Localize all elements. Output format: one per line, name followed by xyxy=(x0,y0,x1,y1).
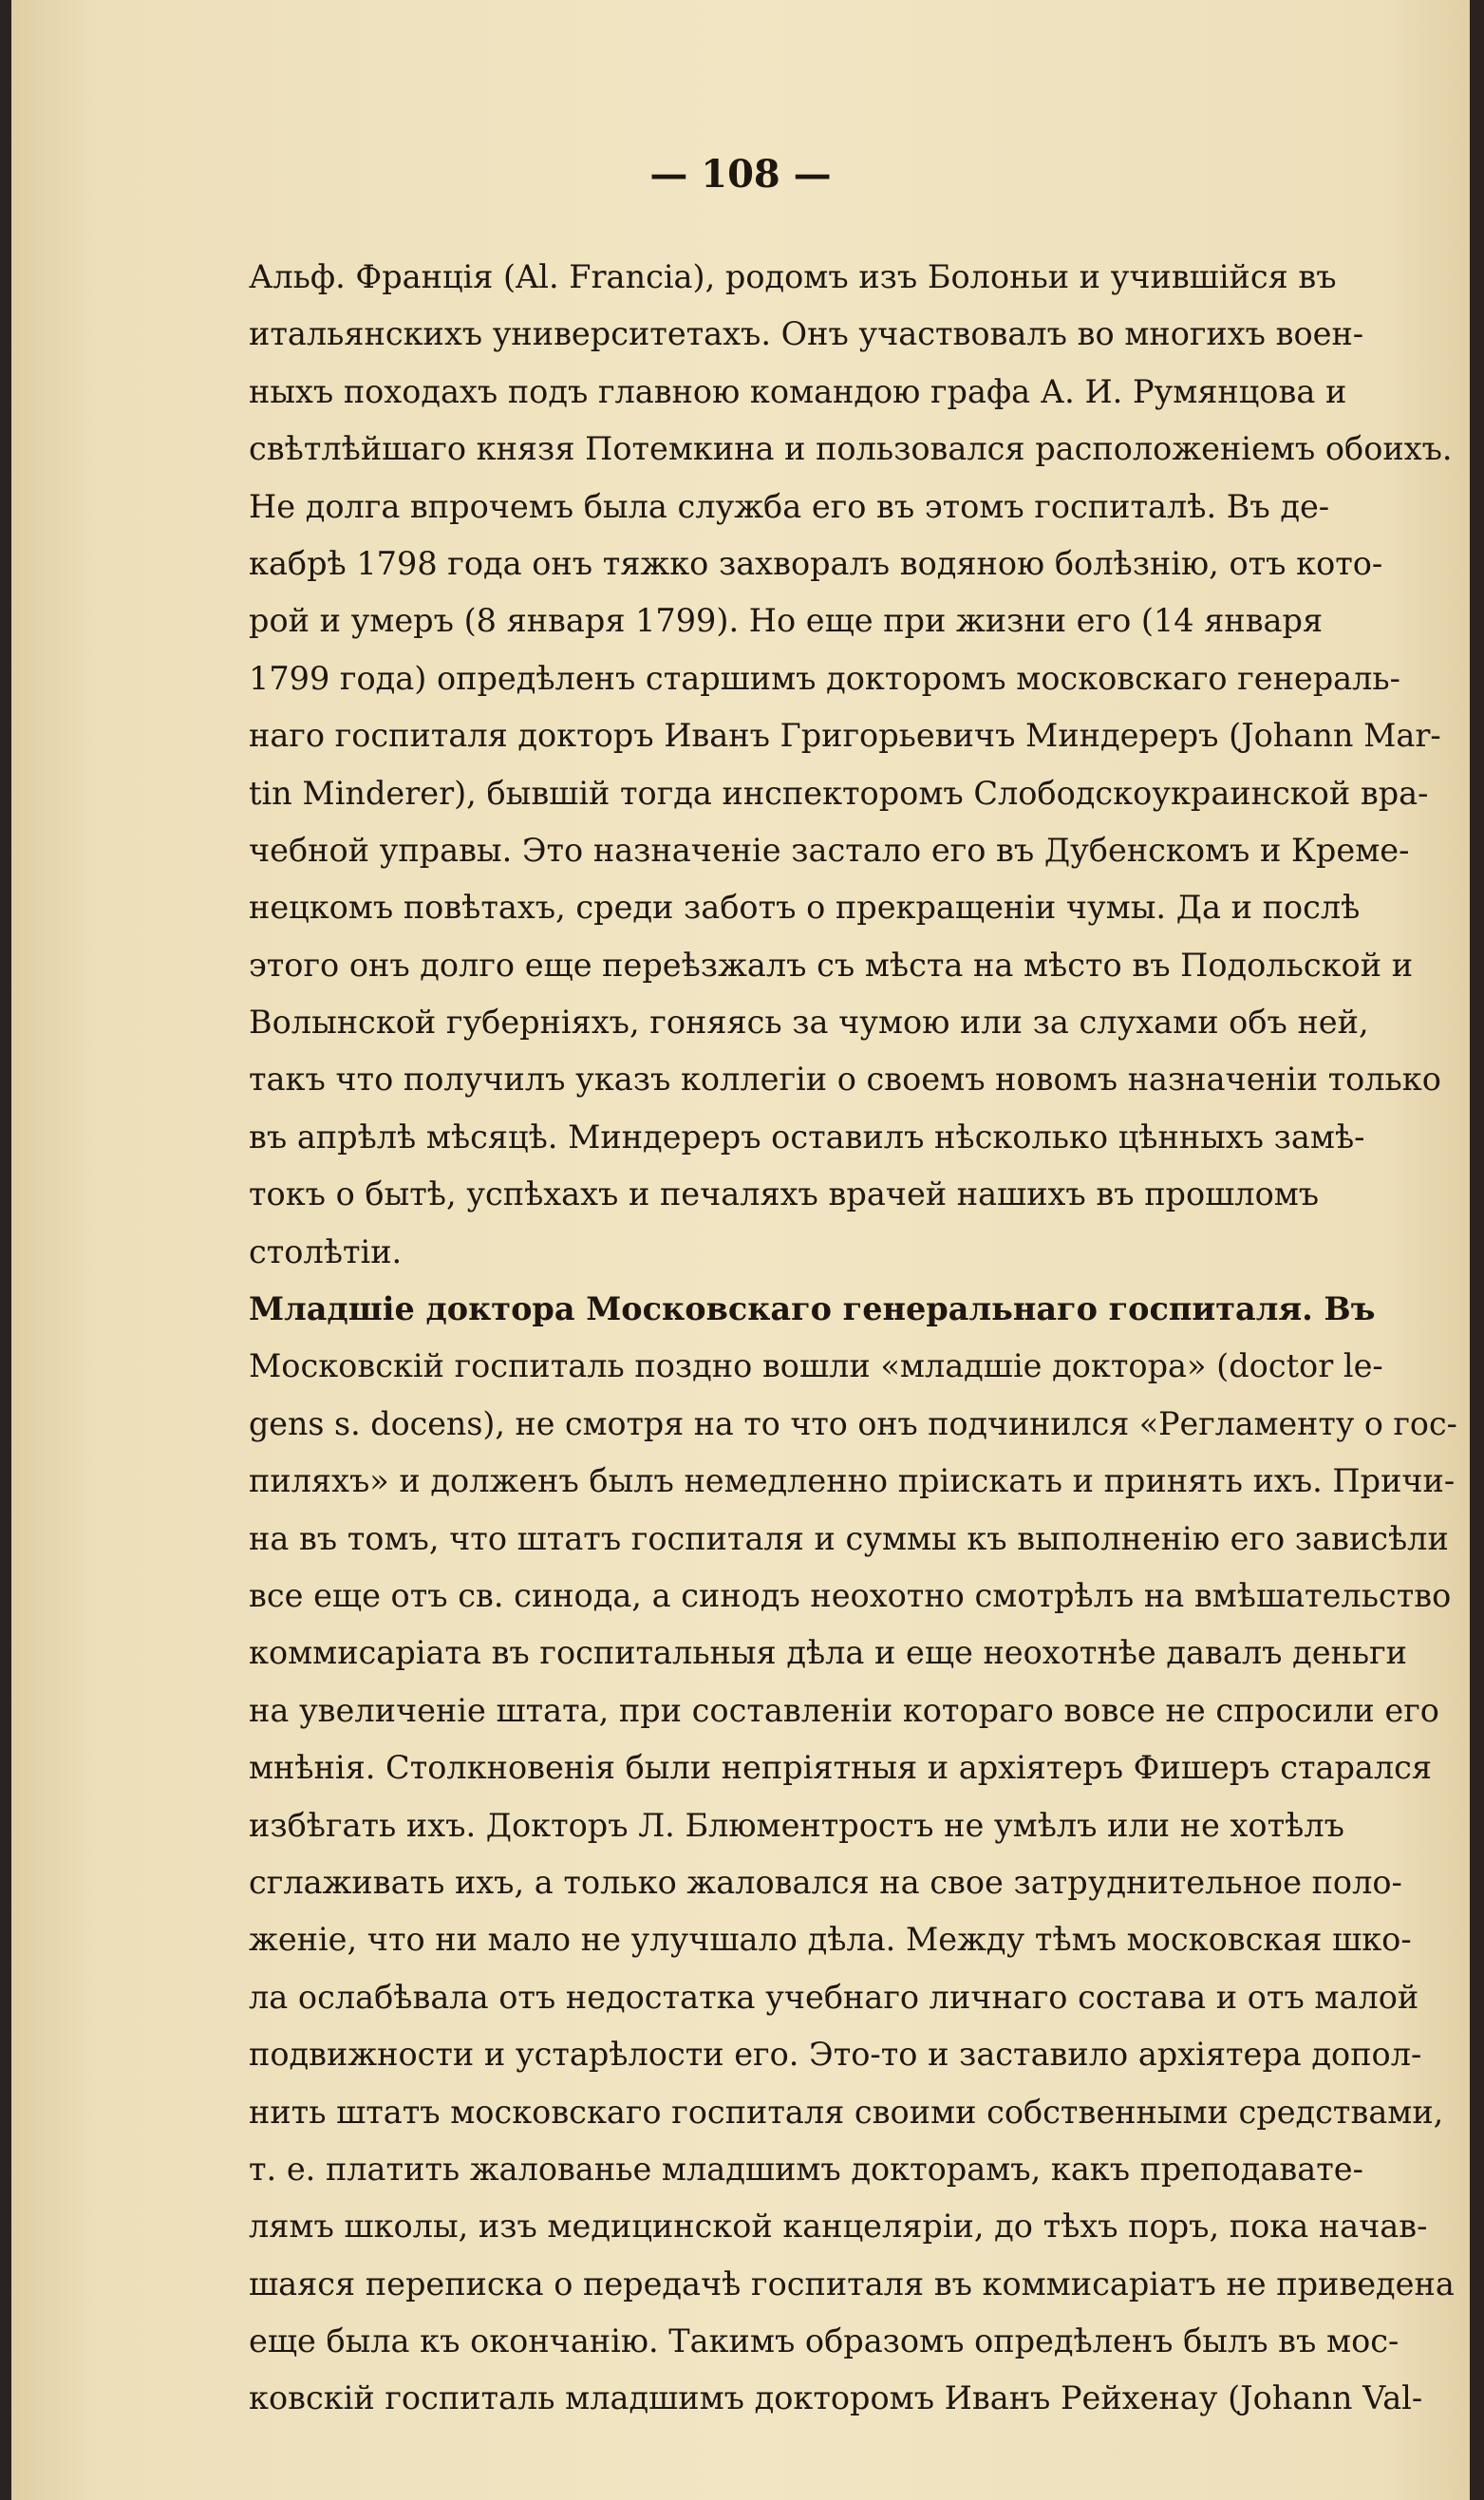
text-line: ныхъ походахъ подъ главною командою графа А. И. Румянцова и xyxy=(249,372,1347,410)
text-line: Альф. Францiя (Al. Francia), родомъ изъ Болоньи и учившiйся въ xyxy=(249,258,1337,295)
text-line: сглаживать ихъ, а только жаловался на свое затруднительное поло- xyxy=(249,1863,1402,1901)
text-line: подвижности и устарѣлости его. Это-то и заставило архiятера допол- xyxy=(249,2036,1422,2074)
text-line: этого онъ долго еще переѣзжалъ съ мѣста на мѣсто въ Подольской и xyxy=(249,946,1414,984)
page-text xyxy=(249,249,1464,2428)
text-line: на въ томъ, что штатъ госпиталя и суммы къ выполненiю его зависѣли xyxy=(249,1519,1449,1557)
text-line: 1799 года) опредѣленъ старшимъ докторомъ московскаго генераль- xyxy=(249,659,1400,697)
text-line: Не долга впрочемъ была служба его въ этомъ госпиталѣ. Въ де- xyxy=(249,487,1330,525)
text-line: коммисарiата въ госпитальныя дѣла и еще неохотнѣе давалъ деньги xyxy=(249,1634,1407,1672)
text-line: столѣтiи. xyxy=(249,1232,403,1270)
text-line: такъ что получилъ указъ коллегiи о своемъ новомъ назначенiи только xyxy=(249,1061,1441,1099)
text-line: свѣтлѣйшаго князя Потемкина и пользовался расположенiемъ обоихъ. xyxy=(249,430,1453,468)
text-line: избѣгать ихъ. Докторъ Л. Блюментростъ не умѣлъ или не хотѣлъ xyxy=(249,1806,1344,1844)
text-line: чебной управы. Это назначенiе застало его въ Дубенскомъ и Креме- xyxy=(249,831,1410,869)
text-line: рой и умеръ (8 января 1799). Но еще при жизни его (14 января xyxy=(249,602,1324,640)
section-heading-line: Младшiе доктора Московскаго генеральнаго госпиталя. Въ xyxy=(249,1290,1376,1328)
text-line: мнѣнiя. Столкновенiя были непрiятныя и архiятеръ Фишеръ старался xyxy=(249,1749,1433,1787)
text-line: tin Minderer), бывшiй тогда инспекторомъ Слободскоукраинской вра- xyxy=(249,774,1429,812)
text-line: пиляхъ» и долженъ былъ немедленно прiискать и принять ихъ. Причи- xyxy=(249,1462,1456,1500)
text-line: на увеличенiе штата, при составленiи котораго вовсе не спросили его xyxy=(249,1691,1439,1729)
text-line: еще была къ окончанiю. Такимъ образомъ опредѣленъ былъ въ мос- xyxy=(249,2322,1399,2360)
text-line: ковскiй госпиталь младшимъ докторомъ Иванъ Рейхенау (Johann Val- xyxy=(249,2379,1423,2417)
text-line: т. е. платить жалованье младшимъ докторамъ, какъ преподавате- xyxy=(249,2150,1363,2188)
text-line: наго госпиталя докторъ Иванъ Григорьевичъ Миндереръ (Johann Mar- xyxy=(249,717,1441,755)
book-page xyxy=(11,0,1470,2500)
text-line: gens s. docens), не смотря на то что онъ подчинился «Регламенту о гос- xyxy=(249,1404,1457,1442)
text-line: въ апрѣлѣ мѣсяцѣ. Миндереръ оставилъ нѣсколько цѣнныхъ замѣ- xyxy=(249,1118,1365,1156)
text-line: женiе, что ни мало не улучшало дѣла. Между тѣмъ московская шко- xyxy=(249,1921,1412,1959)
text-line: все еще отъ св. синода, а синодъ неохотно смотрѣлъ на вмѣшательство xyxy=(249,1576,1452,1614)
text-line: Московскiй госпиталь поздно вошли «младшiе доктора» (doctor le- xyxy=(249,1347,1383,1385)
text-line: кабрѣ 1798 года онъ тяжко захворалъ водяною болѣзнiю, отъ кото- xyxy=(249,544,1383,582)
text-line: нецкомъ повѣтахъ, среди заботъ о прекращенiи чумы. Да и послѣ xyxy=(249,889,1361,927)
text-line: итальянскихъ университетахъ. Онъ участвовалъ во многихъ воен- xyxy=(249,315,1364,353)
page-number: — 108 — xyxy=(649,152,832,197)
text-line: лямъ школы, изъ медицинской канцелярiи, до тѣхъ поръ, пока начав- xyxy=(249,2208,1428,2246)
text-line: нить штатъ московскаго госпиталя своими собственными средствами, xyxy=(249,2093,1444,2131)
text-line: токъ о бытѣ, успѣхахъ и печаляхъ врачей нашихъ въ прошломъ xyxy=(249,1175,1320,1213)
text-line: ла ослабѣвала отъ недостатка учебнаго личнаго состава и отъ малой xyxy=(249,1978,1419,2016)
text-line: шаяся переписка о передачѣ госпиталя въ коммисарiатъ не приведена xyxy=(249,2265,1455,2303)
text-line: Волынской губернiяхъ, гоняясь за чумою или за слухами объ ней, xyxy=(249,1004,1369,1042)
